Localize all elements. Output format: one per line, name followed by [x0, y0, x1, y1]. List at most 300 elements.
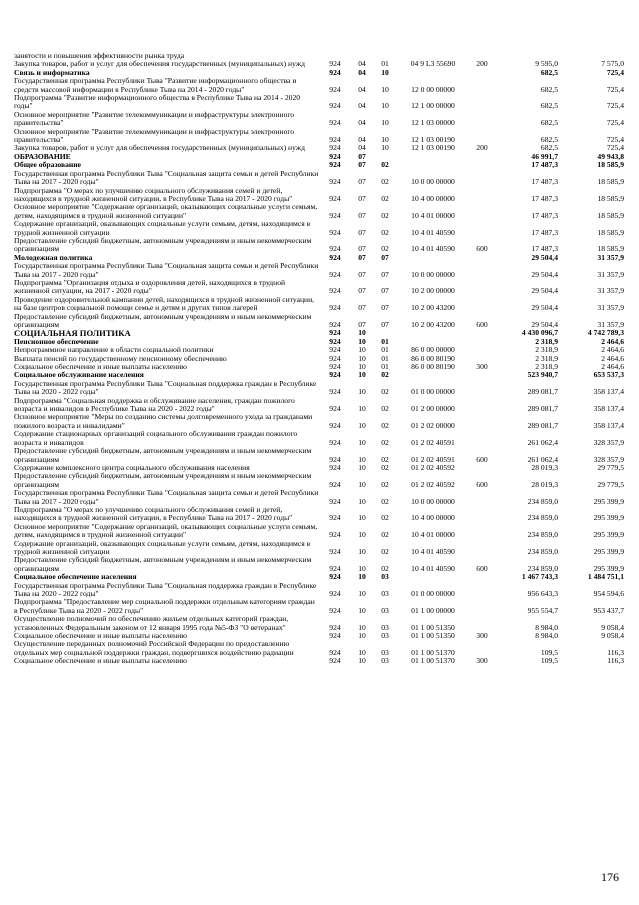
- section-code: 10: [358, 589, 366, 598]
- amount-year-2: 358 137,4: [593, 420, 624, 430]
- expense-type-code: [470, 464, 494, 472]
- table-row: [14, 77, 626, 94]
- subsection-code: 02: [381, 227, 389, 237]
- amount-year-1: 29 504,4: [531, 269, 558, 279]
- amount-year-1: 2 318,9: [535, 337, 558, 346]
- table-row: [14, 279, 626, 296]
- ved-code: 924: [329, 161, 341, 170]
- ved-code: 924: [329, 454, 341, 464]
- ved-code: 924: [329, 253, 341, 262]
- subsection-code: 10: [381, 144, 389, 153]
- amount-year-1: 234 859,0: [527, 513, 558, 523]
- table-row: [14, 128, 626, 145]
- amount-year-2: 31 357,9: [597, 286, 624, 296]
- amount-year-2: 725,4: [606, 84, 624, 94]
- amount-year-2: 358 137,4: [593, 387, 624, 397]
- amount-year-2: 9 058,4: [601, 622, 624, 632]
- ved-code: 924: [329, 84, 341, 94]
- subsection-code: 03: [381, 622, 389, 632]
- subsection-code: 02: [381, 454, 389, 464]
- amount-year-2: 2 464,6: [601, 346, 624, 355]
- table-row: [14, 582, 626, 599]
- row-name: Связь и информатика: [14, 68, 90, 77]
- amount-year-2: 295 399,9: [593, 513, 624, 523]
- target-article-code: [396, 329, 470, 337]
- section-code: 10: [358, 546, 366, 556]
- amount-year-1: 261 062,4: [527, 437, 558, 447]
- target-article-code: 10 0 00 00000: [411, 177, 455, 187]
- ved-code: 924: [329, 244, 341, 254]
- expense-type-code: 200: [476, 60, 488, 69]
- amount-year-2: 9 058,4: [601, 632, 624, 641]
- subsection-code: 02: [381, 546, 389, 556]
- amount-year-2: [560, 52, 626, 60]
- ved-code: 924: [329, 152, 341, 161]
- row-name: Выплата пенсий по государственному пенсионному обеспечению: [14, 354, 227, 363]
- amount-year-1: 682,5: [540, 118, 558, 128]
- ved-code: 924: [329, 346, 341, 355]
- subsection-code: 02: [381, 404, 389, 414]
- amount-year-1: 29 504,4: [531, 286, 558, 296]
- section-code: 07: [358, 286, 366, 296]
- row-name: Закупка товаров, работ и услуг для обеспечения государственных (муниципальных) нужд: [14, 144, 305, 153]
- expense-type-code: [470, 355, 494, 363]
- target-article-code: [396, 52, 470, 60]
- ved-code: 924: [329, 329, 341, 338]
- budget-table: [14, 52, 626, 666]
- subsection-code: 01: [381, 346, 389, 355]
- row-name: Социальное обеспечение и иные выплаты населению: [14, 632, 187, 641]
- amount-year-2: 18 585,9: [597, 227, 624, 237]
- subsection-code: 03: [381, 632, 389, 641]
- section-code: 04: [358, 60, 366, 69]
- subsection-code: 02: [381, 463, 389, 472]
- target-article-code: 01 1 00 51370: [411, 657, 455, 666]
- expense-type-code: [470, 371, 494, 379]
- ved-code: 924: [329, 68, 341, 77]
- amount-year-2: 18 585,9: [597, 193, 624, 203]
- table-row: [14, 94, 626, 111]
- row-name: Государственная программа Республики Тыва "Социальная поддержка граждан в Республике Тыва на 2020 - 2022 годы": [14, 379, 317, 397]
- target-article-code: 10 2 00 43200: [411, 303, 455, 313]
- row-name: Социальное обеспечение и иные выплаты населению: [14, 363, 187, 372]
- section-code: 07: [358, 303, 366, 313]
- expense-type-code: [470, 615, 494, 632]
- amount-year-1: 234 859,0: [527, 563, 558, 573]
- target-article-code: 10 4 01 40590: [411, 244, 455, 254]
- section-code: 10: [358, 387, 366, 397]
- target-article-code: 86 0 00 00000: [411, 346, 455, 355]
- ved-code: 924: [329, 496, 341, 506]
- section-code: 07: [358, 161, 366, 170]
- subsection-code: 02: [381, 479, 389, 489]
- amount-year-1: 523 940,7: [527, 371, 558, 380]
- subsection-code: 07: [381, 253, 389, 262]
- expense-type-code: [470, 111, 494, 128]
- ved-code: 924: [329, 463, 341, 472]
- row-name: Государственная программа Республики Тыва "Социальная поддержка граждан в Республике Тыва на 2020 - 2022 годы": [14, 581, 317, 598]
- table-row: [14, 556, 626, 573]
- amount-year-2: 31 357,9: [597, 320, 624, 329]
- target-article-code: 01 2 00 00000: [411, 404, 455, 414]
- amount-year-2: 295 399,9: [593, 563, 624, 573]
- target-article-code: 01 0 00 00000: [411, 387, 455, 397]
- target-article-code: 86 0 00 80190: [411, 354, 455, 363]
- ved-code: 924: [329, 286, 341, 296]
- subsection-code: 02: [381, 420, 389, 430]
- section-code: [350, 52, 374, 60]
- table-row: [14, 161, 626, 169]
- row-name: Содержание комплексного центра социального обслуживания населения: [14, 463, 250, 472]
- ved-code: 924: [329, 573, 341, 582]
- table-row: [14, 313, 626, 330]
- target-article-code: 10 0 00 00000: [411, 496, 455, 506]
- expense-type-code: [470, 640, 494, 657]
- subsection-code: 02: [381, 371, 389, 380]
- ved-code: 924: [329, 177, 341, 187]
- row-name: Непрограммное направление в области социальной политики: [14, 346, 214, 355]
- subsection-code: [374, 153, 396, 161]
- expense-type-code: [470, 187, 494, 204]
- table-row: [14, 489, 626, 506]
- section-code: 10: [358, 513, 366, 523]
- target-article-code: 01 2 02 40591: [411, 437, 455, 447]
- subsection-code: 02: [381, 496, 389, 506]
- target-article-code: [396, 371, 470, 379]
- target-article-code: 01 2 02 40592: [411, 463, 455, 472]
- amount-year-2: 2 464,6: [601, 337, 624, 346]
- ved-code: 924: [329, 420, 341, 430]
- table-row: [14, 60, 626, 68]
- table-row: [14, 153, 626, 161]
- ved-code: 924: [329, 118, 341, 128]
- subsection-code: 10: [381, 118, 389, 128]
- table-row: [14, 346, 626, 354]
- ved-code: 924: [329, 269, 341, 279]
- expense-type-code: [470, 346, 494, 354]
- expense-type-code: [470, 279, 494, 296]
- row-name: Осуществление полномочий по обеспечению жильем отдельных категорий граждан, установленных Федеральным законом от 12 января 1995 года №5-ФЗ "О ветеранах": [14, 615, 289, 632]
- section-code: 07: [358, 269, 366, 279]
- amount-year-1: 4 430 096,7: [521, 329, 558, 338]
- expense-type-code: 300: [476, 363, 488, 372]
- section-code: 04: [358, 84, 366, 94]
- amount-year-2: 31 357,9: [597, 303, 624, 313]
- subsection-code: 02: [381, 437, 389, 447]
- ved-code: 924: [329, 589, 341, 598]
- amount-year-2: 725,4: [606, 135, 624, 145]
- amount-year-2: 725,4: [606, 118, 624, 128]
- amount-year-2: 18 585,9: [597, 244, 624, 254]
- subsection-code: 10: [381, 135, 389, 145]
- amount-year-1: 17 487,3: [531, 177, 558, 187]
- amount-year-2: 653 537,3: [593, 371, 624, 380]
- section-code: 07: [358, 253, 366, 262]
- subsection-code: 07: [381, 320, 389, 329]
- ved-code: 924: [329, 354, 341, 363]
- amount-year-2: 4 742 789,3: [587, 329, 624, 338]
- subsection-code: 07: [381, 286, 389, 296]
- ved-code: 924: [329, 387, 341, 397]
- section-code: 10: [358, 354, 366, 363]
- amount-year-1: 8 984,0: [535, 622, 558, 632]
- amount-year-1: 2 318,9: [535, 354, 558, 363]
- ved-code: 924: [329, 546, 341, 556]
- row-name: Содержание организаций, оказывающих социальные услуги семьям, детям, находящимся в трудной жизненной ситуации: [14, 220, 311, 237]
- expense-type-code: [470, 254, 494, 262]
- target-article-code: [396, 338, 470, 346]
- expense-type-code: [470, 338, 494, 346]
- expense-type-code: [470, 170, 494, 187]
- section-code: 10: [358, 657, 366, 666]
- amount-year-1: 234 859,0: [527, 546, 558, 556]
- section-code: 07: [358, 152, 366, 161]
- amount-year-1: 29 504,4: [531, 253, 558, 262]
- expense-type-code: [470, 77, 494, 94]
- section-code: 10: [358, 647, 366, 657]
- ved-code: 924: [329, 563, 341, 573]
- row-name: Содержание стационарных организаций социального обслуживания граждан пожилого возраста и инвалидов: [14, 430, 298, 447]
- row-name: Социальное обеспечение и иные выплаты населению: [14, 657, 187, 666]
- amount-year-1: 28 019,3: [531, 479, 558, 489]
- amount-year-2: 725,4: [606, 68, 624, 77]
- section-code: 10: [358, 371, 366, 380]
- expense-type-code: [470, 220, 494, 237]
- expense-type-code: 300: [476, 657, 488, 666]
- expense-type-code: [470, 161, 494, 169]
- table-row: [14, 464, 626, 472]
- section-code: 07: [358, 177, 366, 187]
- target-article-code: [396, 254, 470, 262]
- section-code: 07: [358, 320, 366, 329]
- row-name: Закупка товаров, работ и услуг для обеспечения государственных (муниципальных) нужд: [14, 60, 305, 69]
- expense-type-code: [470, 540, 494, 557]
- row-name: Основное мероприятие "Развитие телекоммуникации и инфраструктуры электронного правительства": [14, 110, 295, 128]
- row-name: Подпрограмма "Предоставление мер социальной поддержки отдельным категориям граждан в Республике Тыва на 2020 - 2022 годы": [14, 598, 315, 615]
- amount-year-1: 17 487,3: [531, 193, 558, 203]
- amount-year-2: 7 575,0: [601, 60, 624, 69]
- target-article-code: 12 1 03 00190: [411, 135, 455, 145]
- ved-code: 924: [329, 404, 341, 414]
- target-article-code: 01 1 00 51370: [411, 647, 455, 657]
- section-code: 07: [358, 244, 366, 254]
- amount-year-2: 295 399,9: [593, 530, 624, 540]
- target-article-code: 04 9 L3 55690: [410, 60, 456, 69]
- amount-year-1: 955 554,7: [527, 605, 558, 615]
- expense-type-code: [470, 52, 494, 60]
- amount-year-2: 31 357,9: [597, 269, 624, 279]
- table-row: [14, 338, 626, 346]
- row-name: Подпрограмма "Развитие информационного общества в Республике Тыва на 2014 - 2020 годы": [14, 94, 301, 111]
- amount-year-2: 49 943,8: [597, 152, 624, 161]
- ved-code: 924: [329, 479, 341, 489]
- target-article-code: 10 4 01 40590: [411, 546, 455, 556]
- amount-year-1: 17 487,3: [531, 227, 558, 237]
- expense-type-code: [470, 262, 494, 279]
- expense-type-code: 600: [476, 479, 488, 489]
- section-code: 10: [358, 632, 366, 641]
- amount-year-1: 234 859,0: [527, 496, 558, 506]
- table-row: [14, 472, 626, 489]
- amount-year-1: 29 504,4: [531, 303, 558, 313]
- subsection-code: 01: [381, 363, 389, 372]
- subsection-code: 03: [381, 589, 389, 598]
- amount-year-2: 29 779,5: [597, 479, 624, 489]
- ved-code: 924: [329, 227, 341, 237]
- amount-year-1: 682,5: [540, 144, 558, 153]
- expense-type-code: 600: [476, 454, 488, 464]
- target-article-code: 12 1 00 00000: [411, 101, 455, 111]
- amount-year-1: 682,5: [540, 84, 558, 94]
- amount-year-1: 28 019,3: [531, 463, 558, 472]
- target-article-code: 10 4 01 00000: [411, 530, 455, 540]
- amount-year-2: 18 585,9: [597, 210, 624, 220]
- subsection-code: 01: [381, 60, 389, 69]
- ved-code: 924: [329, 647, 341, 657]
- ved-code: 924: [329, 371, 341, 380]
- target-article-code: 12 1 03 00000: [411, 118, 455, 128]
- row-name: Предоставление субсидий бюджетным, автономным учреждениям и иным некоммерческим организациям: [14, 447, 312, 464]
- target-article-code: 01 2 02 40591: [411, 454, 455, 464]
- amount-year-1: 234 859,0: [527, 530, 558, 540]
- table-row: [14, 447, 626, 464]
- subsection-code: 01: [381, 337, 389, 346]
- amount-year-2: 328 357,9: [593, 454, 624, 464]
- amount-year-1: 109,5: [540, 657, 558, 666]
- target-article-code: [396, 153, 470, 161]
- amount-year-2: 295 399,9: [593, 496, 624, 506]
- amount-year-2: 29 779,5: [597, 463, 624, 472]
- section-code: 10: [358, 622, 366, 632]
- section-code: 10: [358, 573, 366, 582]
- table-row: [14, 506, 626, 523]
- target-article-code: 10 2 00 43200: [411, 320, 455, 329]
- expense-type-code: [470, 397, 494, 414]
- table-row: [14, 371, 626, 379]
- expense-type-code: [470, 128, 494, 145]
- ved-code: 924: [329, 657, 341, 666]
- table-row: [14, 598, 626, 615]
- subsection-code: 02: [381, 193, 389, 203]
- amount-year-2: 2 464,6: [601, 363, 624, 372]
- amount-year-2: 116,3: [607, 657, 624, 666]
- ved-code: 924: [329, 210, 341, 220]
- expense-type-code: 600: [476, 320, 488, 329]
- ved-code: 924: [329, 363, 341, 372]
- target-article-code: 10 4 01 00000: [411, 210, 455, 220]
- ved-code: 924: [329, 101, 341, 111]
- section-code: 10: [358, 420, 366, 430]
- section-code: 10: [358, 530, 366, 540]
- amount-year-1: 289 081,7: [527, 404, 558, 414]
- section-code: 10: [358, 404, 366, 414]
- amount-year-1: 8 984,0: [535, 632, 558, 641]
- ved-code: 924: [329, 605, 341, 615]
- ved-code: 924: [329, 337, 341, 346]
- ved-code: 924: [329, 193, 341, 203]
- expense-type-code: [470, 296, 494, 313]
- table-row: [14, 52, 626, 60]
- expense-type-code: 600: [476, 563, 488, 573]
- target-article-code: 12 0 00 00000: [411, 84, 455, 94]
- ved-code: 924: [329, 632, 341, 641]
- row-name: ОБРАЗОВАНИЕ: [14, 152, 71, 161]
- row-name: Государственная программа Республики Тыва "Социальная защита семьи и детей Республики Тыва на 2017 - 2020 годы": [14, 169, 319, 187]
- target-article-code: 10 4 00 00000: [411, 513, 455, 523]
- section-code: 07: [358, 193, 366, 203]
- target-article-code: [396, 161, 470, 169]
- amount-year-2: 358 137,4: [593, 404, 624, 414]
- table-row: [14, 640, 626, 657]
- target-article-code: 10 4 01 40590: [411, 563, 455, 573]
- amount-year-1: 682,5: [540, 101, 558, 111]
- subsection-code: 02: [381, 161, 389, 170]
- amount-year-2: 295 399,9: [593, 546, 624, 556]
- subsection-code: 10: [381, 84, 389, 94]
- amount-year-1: 956 643,3: [527, 589, 558, 598]
- amount-year-2: 725,4: [606, 101, 624, 111]
- section-code: 04: [358, 118, 366, 128]
- amount-year-2: 18 585,9: [597, 161, 624, 170]
- row-name: Предоставление субсидий бюджетным, автономным учреждениям и иным некоммерческим организациям: [14, 312, 312, 329]
- row-name: Предоставление субсидий бюджетным, автономным учреждениям и иным некоммерческим организациям: [14, 556, 312, 573]
- row-name: Подпрограмма "Организация отдыха и оздоровления детей, находящихся в трудной жизненной ситуации, на 2017 - 2020 годы": [14, 278, 286, 296]
- ved-code: 924: [329, 303, 341, 313]
- table-row: [14, 355, 626, 363]
- subsection-code: 02: [381, 387, 389, 397]
- amount-year-2: 18 585,9: [597, 177, 624, 187]
- expense-type-code: [470, 523, 494, 540]
- subsection-code: [374, 52, 396, 60]
- table-row: [14, 329, 626, 337]
- ved-code: 924: [329, 60, 341, 69]
- table-row: [14, 632, 626, 640]
- target-article-code: 01 2 02 00000: [411, 420, 455, 430]
- row-name: Государственная программа Республики Тыва "Социальная защита семьи и детей Республики Тыва на 2017 - 2020 годы": [14, 489, 319, 506]
- row-name: СОЦИАЛЬНАЯ ПОЛИТИКА: [14, 329, 131, 338]
- amount-year-1: 17 487,3: [531, 210, 558, 220]
- ved-code: [320, 52, 350, 60]
- target-article-code: 01 1 00 51350: [411, 632, 455, 641]
- row-name: занятости и повышения эффективности рынка труда: [14, 52, 185, 60]
- target-article-code: 01 1 00 51350: [411, 622, 455, 632]
- section-code: 10: [358, 346, 366, 355]
- row-name: Пенсионное обеспечение: [14, 337, 99, 346]
- row-name: Государственная программа Республики Тыва "Развитие информационного общества и средств массовой информации в Республике Тыва на 2014 - 2020 годы": [14, 77, 297, 94]
- row-name: Подпрограмма "О мерах по улучшению социального обслуживания семей и детей, находящихся в трудной жизненной ситуации, в Республике Тыва на 2017 - 2020 годы": [14, 505, 293, 523]
- amount-year-2: 328 357,9: [593, 437, 624, 447]
- row-name: Проведение оздоровительной кампании детей, находящихся в трудной жизненной ситуации, на базе центров социальной помощи семье и детям и других типов лагерей: [14, 295, 315, 313]
- section-code: 07: [358, 227, 366, 237]
- section-code: 07: [358, 210, 366, 220]
- table-row: [14, 170, 626, 187]
- section-code: 10: [358, 437, 366, 447]
- expense-type-code: [470, 598, 494, 615]
- section-code: 10: [358, 563, 366, 573]
- table-row: [14, 615, 626, 632]
- amount-year-1: 261 062,4: [527, 454, 558, 464]
- row-name: Основное мероприятие "Меры по созданию системы долговременного ухода за гражданами пожилого возраста и инвалидами": [14, 413, 313, 430]
- row-name: Молодежная политика: [14, 253, 93, 262]
- table-row: [14, 296, 626, 313]
- section-code: 04: [358, 68, 366, 77]
- subsection-code: 10: [381, 101, 389, 111]
- table-row: [14, 220, 626, 237]
- table-row: [14, 573, 626, 581]
- amount-year-2: 1 484 751,1: [587, 573, 624, 582]
- amount-year-1: [494, 52, 560, 60]
- table-row: [14, 430, 626, 447]
